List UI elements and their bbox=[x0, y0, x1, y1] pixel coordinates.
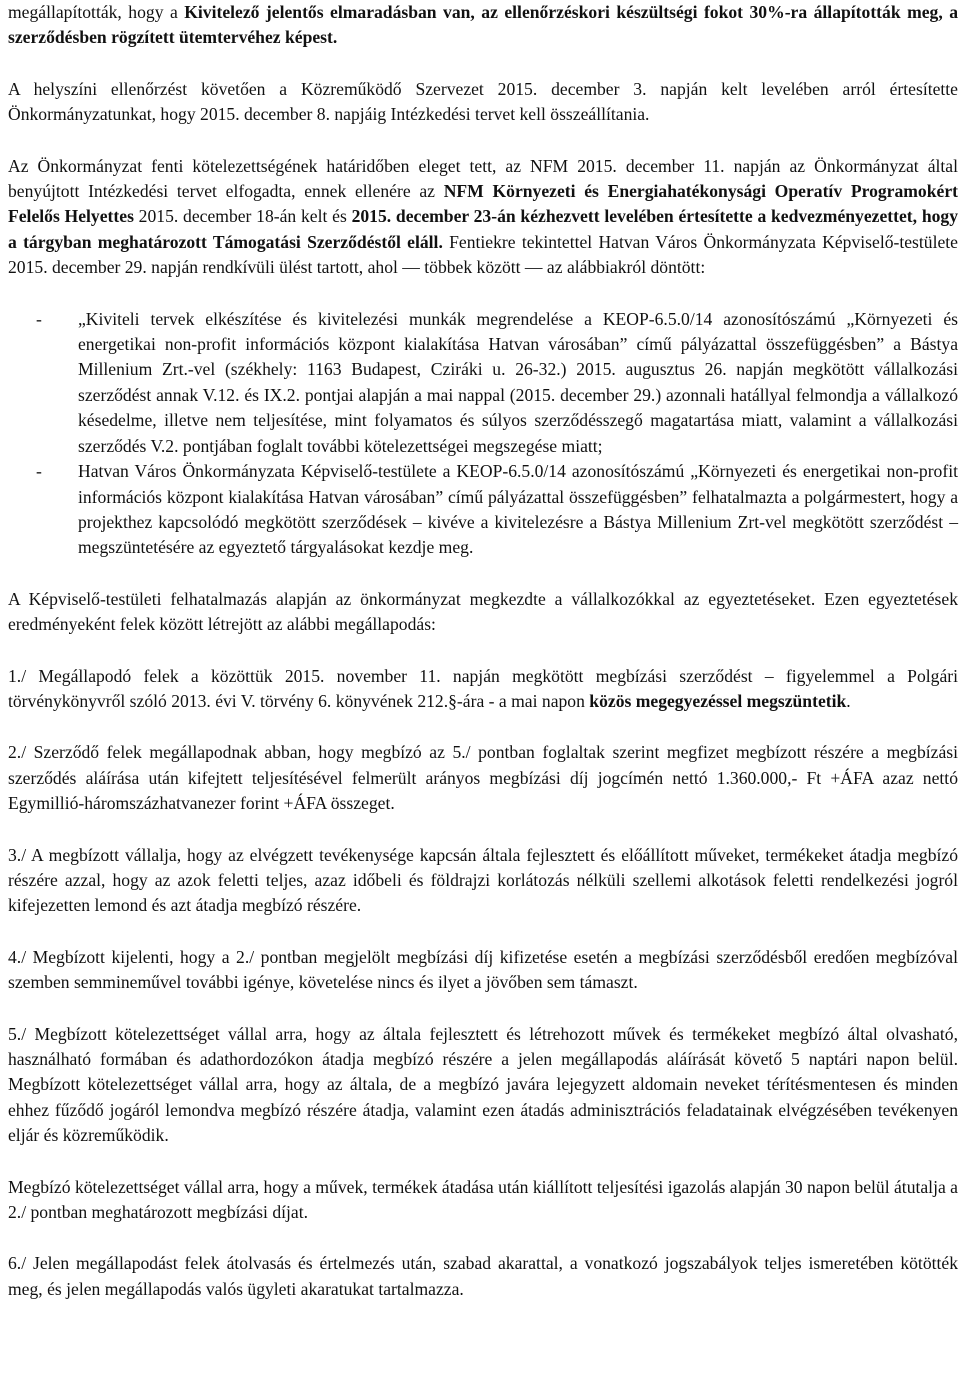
list-item-text: Hatvan Város Önkormányzata Képviselő-testülete a KEOP-6.5.0/14 azonosítószámú „Környezeti és energetikai non-profit információs központ kialakítása Hatvan városában” című pályázattal összefüggésben” felhatalmazta a polgármestert, hogy a projekthez kapcsolódó megkötött szerződések – kivéve a kivitelezésre a Bástya Millenium Zrt-vel megkötött szerződést – megszüntetésére az egyeztető tárgyalásokat kezdje meg. bbox=[78, 461, 958, 558]
text: Megbízó kötelezettséget vállal arra, hogy a művek, termékek átadása után kiállított teljesítési igazolás alapján 30 napon belül átutalja a 2./ pontban meghatározott megbízási díjat. bbox=[8, 1176, 958, 1223]
list-item bbox=[8, 307, 958, 459]
text: 2./ Szerződő felek megállapodnak abban, hogy megbízó az 5./ pontban foglaltak szerint megfizet megbízott részére a megbízási szerződés aláírása után kifejtett teljesítésével felmerült arányos megbízási díj jogcímén nettó 1.360.000,- Ft +ÁFA azaz nettó Egymillió-háromszázhatvanezer forint +ÁFA összeget. bbox=[8, 742, 958, 814]
text: 6./ Jelen megállapodást felek átolvasás és értelmezés után, szabad akarattal, a vonatkozó jogszabályok teljes ismeretében kötötték meg, és jelen megállapodás valós ügyleti akaratukat tartalmazza. bbox=[8, 1253, 958, 1299]
section-5 bbox=[8, 1022, 958, 1149]
list-bullet: - bbox=[36, 308, 42, 329]
text: Az Önkormányzat fenti kötelezettségének határidőben eleget tett, az NFM 2015. december 11. napján az Önkormányzat által benyújtott Intézkedési tervet elfogadta, ennek ellenére az bbox=[8, 155, 958, 202]
text: 3./ A megbízott vállalja, hogy az elvégzett tevékenysége kapcsán általa fejlesztett és előállított műveket, termékeket átadja megbízó részére azzal, hogy az azok feletti teljes, azaz időbeli és földrajzi korlátozás nélküli szellemi alkotások feletti rendelkezési jogról kifejezetten lemond és azt átadja megbízó részére. bbox=[8, 844, 958, 916]
bold-text: közös megegyezéssel megszüntetik bbox=[589, 690, 847, 711]
list-bullet: - bbox=[36, 461, 42, 482]
paragraph-inspection-result bbox=[8, 0, 958, 51]
decision-list bbox=[8, 307, 958, 561]
section-4 bbox=[8, 945, 958, 996]
section-2 bbox=[8, 740, 958, 816]
section-5-client-obligation bbox=[8, 1175, 958, 1226]
paragraph-intermediary-letter bbox=[8, 77, 958, 128]
text: Fentiekre tekintettel Hatvan Város Önkormányzata Képviselő-testülete 2015. december 29. napján rendkívüli ülést tartott, ahol — többek között — az alábbiakról döntött: bbox=[8, 231, 958, 278]
text: megállapították, hogy a bbox=[8, 2, 185, 22]
text: A Képviselő-testületi felhatalmazás alapján az önkormányzat megkezdte a vállalkozókkal az egyeztetéseket. Ezen egyeztetések eredményeként felek között létrejött az alábbi megállapodás: bbox=[8, 588, 958, 635]
paragraph-contract-withdrawal bbox=[8, 154, 958, 281]
section-6 bbox=[8, 1251, 958, 1302]
text: A helyszíni ellenőrzést követően a Közreműködő Szervezet 2015. december 3. napján kelt levelében arról értesítette Önkormányzatunkat, hogy 2015. december 8. napjáig Intézkedési tervet kell összeállítania. bbox=[8, 78, 958, 125]
text: 1./ Megállapodó felek a közöttük 2015. november 11. napján megkötött megbízási szerződést – figyelemmel a Polgári törvénykönyvről szóló 2013. évi V. törvény 6. könyvének 212.§-ára - a mai napon bbox=[8, 665, 958, 711]
text: 2015. december 18-án kelt és bbox=[133, 206, 352, 227]
list-item-text: „Kiviteli tervek elkészítése és kivitelezési munkák megrendelése a KEOP-6.5.0/14 azonosítószámú „Környezeti és energetikai non-profit információs központ kialakítása Hatvan városában” című pályázattal összefüggésben” a Bástya Millenium Zrt.-vel (székhely: 1163 Budapest, Cziráki u. 26-32.) 2015. augusztus 26. napján megkötött vállalkozási szerződést annak V.12. és IX.2. pontjai alapján a mai nappal (2015. december 29.) azonnali hatállyal felmondja a vállalkozó késedelme, illetve nem teljesítése, mint folyamatos és súlyos szerződésszegő magatartása miatt, valamint a vállalkozási szerződés V.2. pontjában foglalt további kötelezettségei megszegése miatt; bbox=[78, 308, 958, 456]
section-1 bbox=[8, 664, 958, 715]
bold-text: Kivitelező jelentős elmaradásban van, az ellenőrzéskori készültségi fokot 30%-ra állapították meg, a szerződésben rögzített ütemtervéhez képest. bbox=[8, 2, 958, 48]
section-3 bbox=[8, 843, 958, 919]
text: 4./ Megbízott kijelenti, hogy a 2./ pontban megjelölt megbízási díj kifizetése esetén a megbízási szerződésből eredően megbízóval szemben semmineművel további igénye, követelése nincs és ilyet a jövőben sem támaszt. bbox=[8, 946, 958, 993]
paragraph-authorization bbox=[8, 587, 958, 638]
text: . bbox=[846, 690, 851, 711]
text: 5./ Megbízott kötelezettséget vállal arra, hogy az általa fejlesztett és létrehozott művek és termékeket megbízó által olvasható, használható formában és adathordozókon átadja megbízó részére a jelen megállapodás aláírását követő 5 naptári napon belül. Megbízott kötelezettséget vállal arra, hogy az általa, de a megbízó javára lejegyzett aldomain neveket térítésmentesen és minden ehhez fűződő jogáról lemondva megbízó részére átadja, valamint ezen átadás adminisztrációs feladatainak elvégzésében tevékenyen eljár és közreműködik. bbox=[8, 1023, 958, 1146]
bold-text: NFM Környezeti és Energiahatékonysági Operatív Programokért Felelős Helyettes bbox=[8, 181, 958, 227]
list-item bbox=[8, 459, 958, 561]
bold-text: 2015. december 23-án kézhezvett levelében értesítette a kedvezményezettet, hogy a tárgyban meghatározott Támogatási Szerződéstől eláll. bbox=[8, 206, 958, 252]
